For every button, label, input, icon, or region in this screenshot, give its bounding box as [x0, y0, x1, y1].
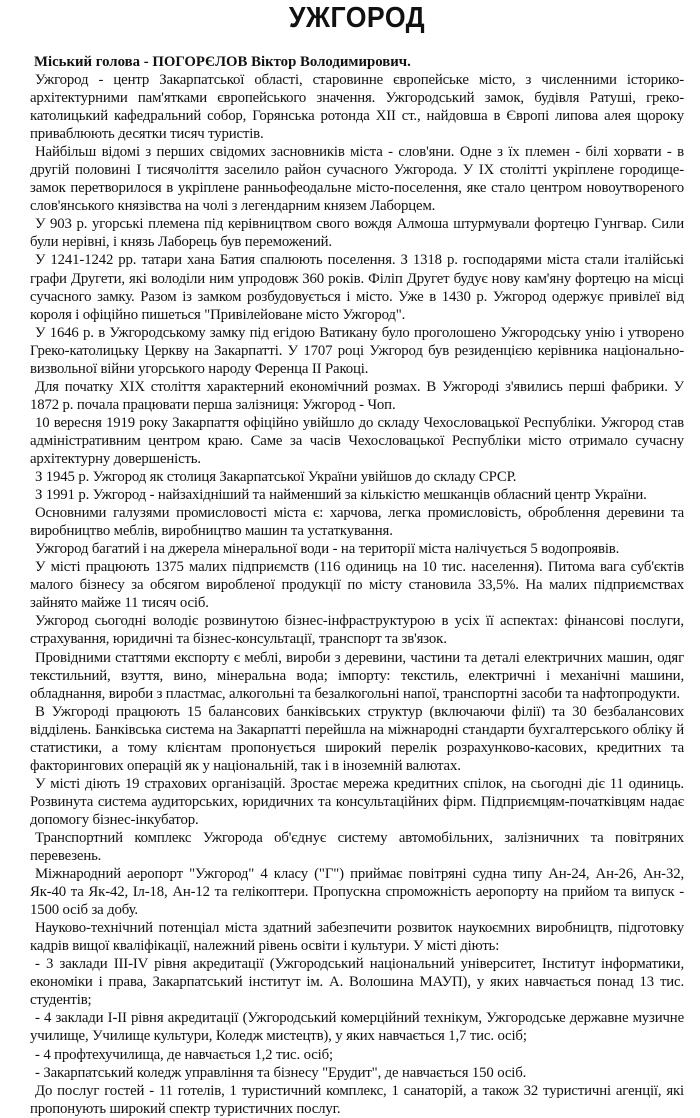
- body-text: [30, 71, 684, 1118]
- paragraph: До послуг гостей - 11 готелів, 1 туристичний комплекс, 1 санаторій, а також 32 туристичні агенції, які пропонують широкий спектр туристичних послуг.: [30, 1082, 684, 1117]
- paragraph: З 1945 р. Ужгород як столиця Закарпатської України увійшов до складу СРСР.: [35, 469, 517, 486]
- page-title: УЖГОРОД: [288, 2, 426, 34]
- paragraph: Транспортний комплекс Ужгорода об'єднує систему автомобільних, залізничних та повітряних перевезень.: [30, 829, 684, 865]
- paragraph: Для початку XIX століття характерний економічний розмах. В Ужгороді з'явились перші фабрики. У 1872 р. почала працювати перша залізниця: Ужгород - Чоп.: [30, 378, 684, 413]
- paragraph: - 4 профтехучилища, де навчається 1,2 тис. осіб;: [35, 1046, 333, 1063]
- paragraph: - 4 заклади I-II рівня акредитації (Ужгородський комерційний технікум, Ужгородське державне музичне училище, Училище культури, Коледж мистецтв), у яких навчається 1,7 тис. осіб;: [30, 1010, 684, 1045]
- paragraph: Основними галузями промисловості міста є: харчова, легка промисловість, оброблення деревини та виробництво меблів, виробництво машин та устаткування.: [30, 505, 684, 540]
- paragraph: Науково-технічний потенціал міста здатний забезпечити розвиток наукоємних виробництв, підготовку кадрів вищої кваліфікації, належний рівень освіти і культури. У місті діють:: [30, 920, 684, 955]
- mayor-line: Міський голова - ПОГОРЄЛОВ Віктор Володимирович.: [34, 54, 411, 70]
- paragraph: - 3 заклади III-IV рівня акредитації (Ужгородський національний університет, Інститут інформатики, економіки і права, Закарпатський інститут ім. А. Волошина МАУП), у яких навчається понад 13 тис. студентів;: [30, 956, 684, 1009]
- paragraph: З 1991 р. Ужгород - найзахідніший та найменший за кількістю мешканців обласний центр України.: [35, 487, 647, 504]
- paragraph: Ужгород - центр Закарпатської області, старовинне європейське місто, з численними історико-архітектурними пам'ятками європейського значення. Ужгородський замок, будівля Ратуші, греко-католицький кафедральний собор, Горянська ротонда XII ст., найдовша в Європі липова алея щороку приваблюють десятки тисяч туристів.: [30, 72, 684, 143]
- paragraph: Міжнародний аеропорт "Ужгород" 4 класу ("Г") приймає повітряні судна типу Ан-24, Ан-26, Ан-32, Як-40 та Як-42, Іл-18, Ан-12 та гелікоптери. Пропускна спроможність аеропорту на прийом та випуск - 1500 осіб за добу.: [30, 866, 684, 919]
- paragraph: Провідними статтями експорту є меблі, вироби з деревини, частини та деталі електричних машин, одяг текстильний, взуття, вино, мінеральна вода; імпорту: текстиль, електричні і механічні машини, обладнання, вироби з пластмас, алкогольні та безалкогольні напої, транспортні засоби та нафтопродукти.: [30, 649, 684, 702]
- paragraph: У 1241-1242 рр. татари хана Батия спалюють поселення. З 1318 р. господарями міста стали італійські графи Другети, які володіли ним упродовж 360 років. Філіп Другет будує нову кам'яну фортецю на місці сучасного замку. Разом із замком розбудовується і місто. Уже в 1430 р. Ужгород одержує привілеї від короля і офіційно пишеться "Привілейоване місто Ужгород".: [30, 252, 684, 323]
- paragraph: У місті діють 19 страхових організацій. Зростає мережа кредитних спілок, на сьогодні діє 11 одиниць. Розвинута система аудиторських, юридичних та консультаційних фірм. Підприємцям-початківцям надає допомогу бізнес-інкубатор.: [30, 775, 684, 828]
- paragraph: В Ужгороді працюють 15 балансових банківських структур (включаючи філії) та 30 безбалансових відділень. Банківська система на Закарпатті перейшла на міжнародні стандарти бухгалтерського обліку й статистики, а тому клієнтам пропонується широкий перелік розрахунково-касових, кредитних та факторингових операцій як у національній, так і в іноземній валютах.: [30, 703, 684, 774]
- paragraph: Ужгород багатий і на джерела мінеральної води - на території міста налічується 5 водопроявів.: [35, 541, 620, 558]
- paragraph: У місті працюють 1375 малих підприємств (116 одиниць на 10 тис. населення). Питома вага суб'єктів малого бізнесу за обсягом виробленої продукції по місту становила 33,5%. На малих підприємствах зайнято майже 11 тисяч осіб.: [30, 559, 684, 612]
- paragraph: 10 вересня 1919 року Закарпаття офіційно увійшло до складу Чехословацької Республіки. Ужгород став адміністративним центром краю. Саме за часів Чехословацької Республіки місто отримало сучасну архітектурну довершеність.: [30, 414, 684, 467]
- paragraph: У 903 р. угорські племена під керівництвом свого вождя Алмоша штурмували фортецю Гунгвар. Сили були нерівні, і князь Лаборець був переможений.: [30, 216, 684, 251]
- paragraph: Ужгород сьогодні володіє розвинутою бізнес-інфраструктурою в усіх її аспектах: фінансові послуги, страхування, юридичні та бізнес-консультації, транспорт та зв'язок.: [30, 613, 684, 648]
- paragraph: - Закарпатський коледж управління та бізнесу "Ерудит", де навчається 150 осіб.: [35, 1064, 527, 1081]
- paragraph: У 1646 р. в Ужгородському замку під егідою Ватикану було проголошено Ужгородську унію і утворено Греко-католицьку Церкву на Закарпатті. У 1707 році Ужгород був резиденцією керівника національно-визвольної війни угорського народу Ференца II Ракоці.: [30, 324, 684, 377]
- paragraph: Найбільш відомі з перших свідомих засновників міста - слов'яни. Одне з їх племен - білі хорвати - в другій половині I тисячоліття заселило район сучасного Ужгорода. У IX столітті укріплене городище-замок перетворилося в укріплене ранньофеодальне місто-поселення, яке стало центром новоутвореного слов'янського князівства на чолі з легендарним князем Лаборцем.: [30, 144, 684, 215]
